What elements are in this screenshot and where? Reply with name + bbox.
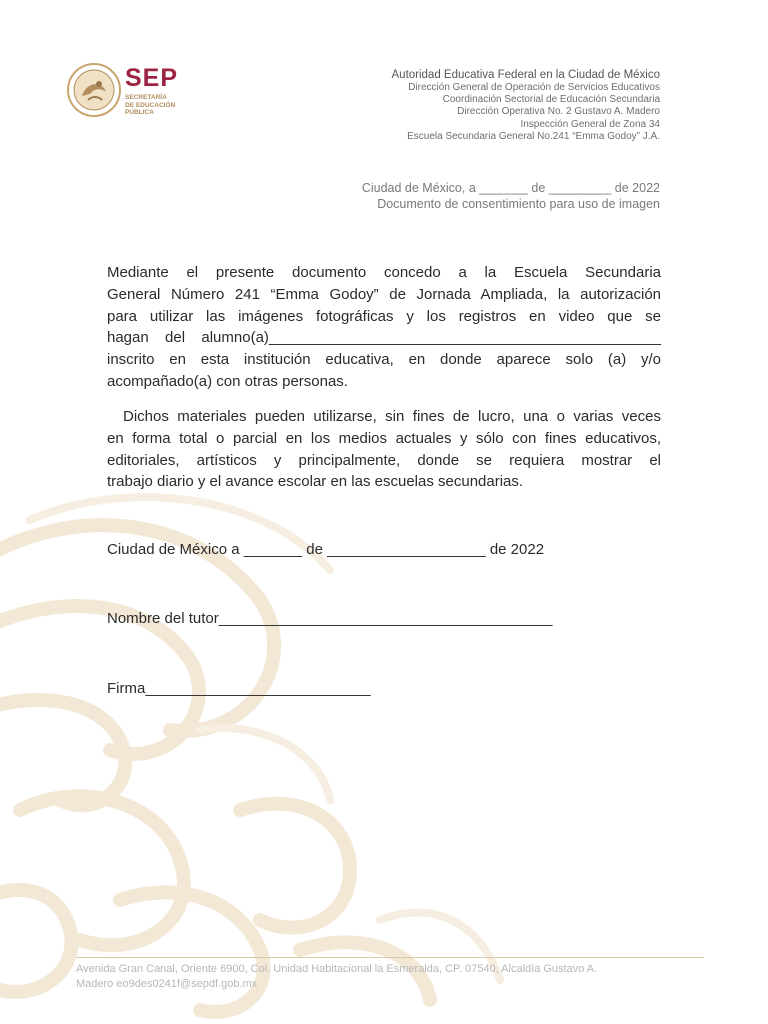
signature-date-line: Ciudad de México a _______ de ___________________ de 2022: [107, 541, 545, 558]
text-line: editoriales, artísticos y principalmente, donde se requiera mostrar el: [107, 451, 661, 469]
letterhead-line: Dirección General de Operación de Servicios Educativos: [408, 82, 660, 93]
date-line: Ciudad de México, a _______ de _________ de 2022: [361, 181, 660, 195]
sep-logo: [66, 62, 196, 122]
text-line: en forma total o parcial en los medios actuales y sólo con fines educativos,: [107, 429, 661, 447]
text-line: Mediante el presente documento concedo a la Escuela Secundaria: [107, 264, 661, 281]
letterhead-line: Coordinación Sectorial de Educación Secundaria: [442, 94, 660, 106]
footer-line: Madero eo9des0241f@sepdf.gob.mx: [76, 978, 258, 990]
text-line: Dichos materiales pueden utilizarse, sin fines de lucro, una o varias veces: [123, 408, 661, 425]
signature-line: Firma___________________________: [107, 680, 371, 697]
letterhead-line: Inspección General de Zona 34: [520, 118, 660, 130]
sep-subtitle: SECRETARÍA DE EDUCACIÓN PÚBLICA: [125, 94, 176, 116]
footer-address: [76, 962, 686, 992]
tutor-name-line: Nombre del tutor________________________________________: [107, 610, 553, 627]
text-line: inscrito en esta institución educativa, en donde aparece solo (a) y/o: [107, 351, 661, 369]
text-line: acompañado(a) con otras personas.: [107, 372, 348, 390]
document-subject: Documento de consentimiento para uso de imagen: [377, 196, 660, 211]
text-line: General Número 241 “Emma Godoy” de Jornada Ampliada, la autorización: [107, 285, 661, 303]
national-seal-icon: [66, 62, 122, 118]
letterhead: [392, 68, 661, 143]
footer-line: Avenida Gran Canal, Oriente 6900, Col. Unidad Habitacional la Esmeralda, CP. 07540, Alcaldía Gustavo A.: [76, 963, 598, 975]
consent-paragraph-2: [107, 406, 661, 493]
eagle-watermark-icon: [0, 480, 768, 1024]
consent-paragraph-1: [107, 262, 661, 393]
text-line: para utilizar las imágenes fotográficas y los registros en video que se: [107, 307, 661, 325]
letterhead-authority: Autoridad Educativa Federal en la Ciudad de México: [391, 69, 660, 81]
sep-brand: SEP: [125, 64, 179, 92]
text-line: hagan del alumno(a)_______________________________________________: [107, 329, 661, 347]
text-line: trabajo diario y el avance escolar en las escuelas secundarias.: [107, 473, 524, 491]
date-block: [362, 181, 660, 212]
footer-divider: [76, 957, 704, 958]
letterhead-line: Dirección Operativa No. 2 Gustavo A. Madero: [457, 106, 660, 118]
letterhead-line: Escuela Secundaria General No.241 “Emma Godoy” J.A.: [407, 130, 660, 142]
